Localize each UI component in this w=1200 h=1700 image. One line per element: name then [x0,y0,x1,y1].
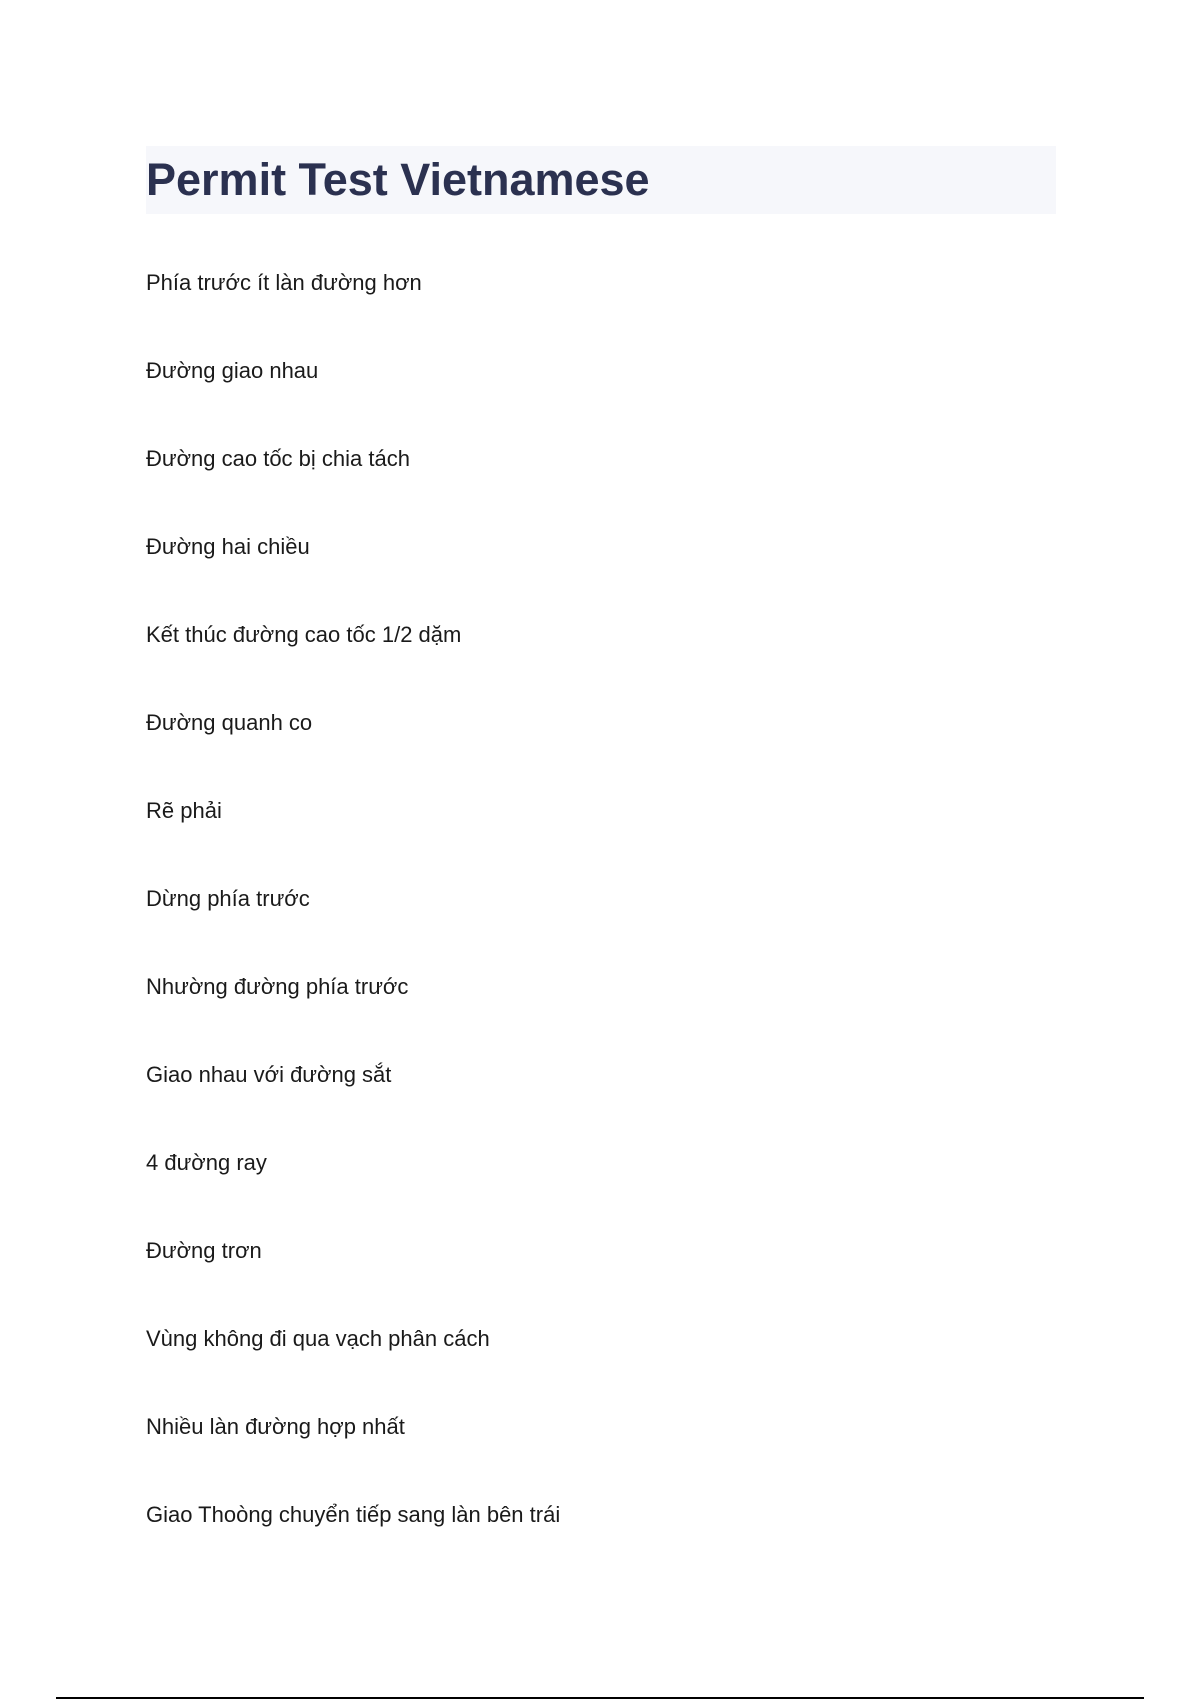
list-item: Nhiều làn đường hợp nhất [146,1414,405,1439]
list-item: Dừng phía trước [146,886,310,911]
list-item: 4 đường ray [146,1150,267,1175]
list-item: Đường trơn [146,1238,262,1263]
title-banner [146,146,1056,214]
list-item: Kết thúc đường cao tốc 1/2 dặm [146,622,462,647]
term-list [146,263,1046,1583]
list-item: Vùng không đi qua vạch phân cách [146,1326,490,1351]
list-item: Đường giao nhau [146,358,319,383]
list-item: Đường hai chiều [146,534,310,559]
page-title: Permit Test Vietnamese [146,154,650,205]
list-item: Rẽ phải [146,798,222,823]
list-item: Nhường đường phía trước [146,974,409,999]
list-item: Giao Thoòng chuyển tiếp sang làn bên trái [146,1502,561,1527]
list-item: Phía trước ít làn đường hơn [146,270,422,295]
list-item: Giao nhau với đường sắt [146,1062,392,1087]
list-item: Đường quanh co [146,710,313,735]
footer-divider [56,1697,1144,1699]
list-item: Đường cao tốc bị chia tách [146,446,410,471]
